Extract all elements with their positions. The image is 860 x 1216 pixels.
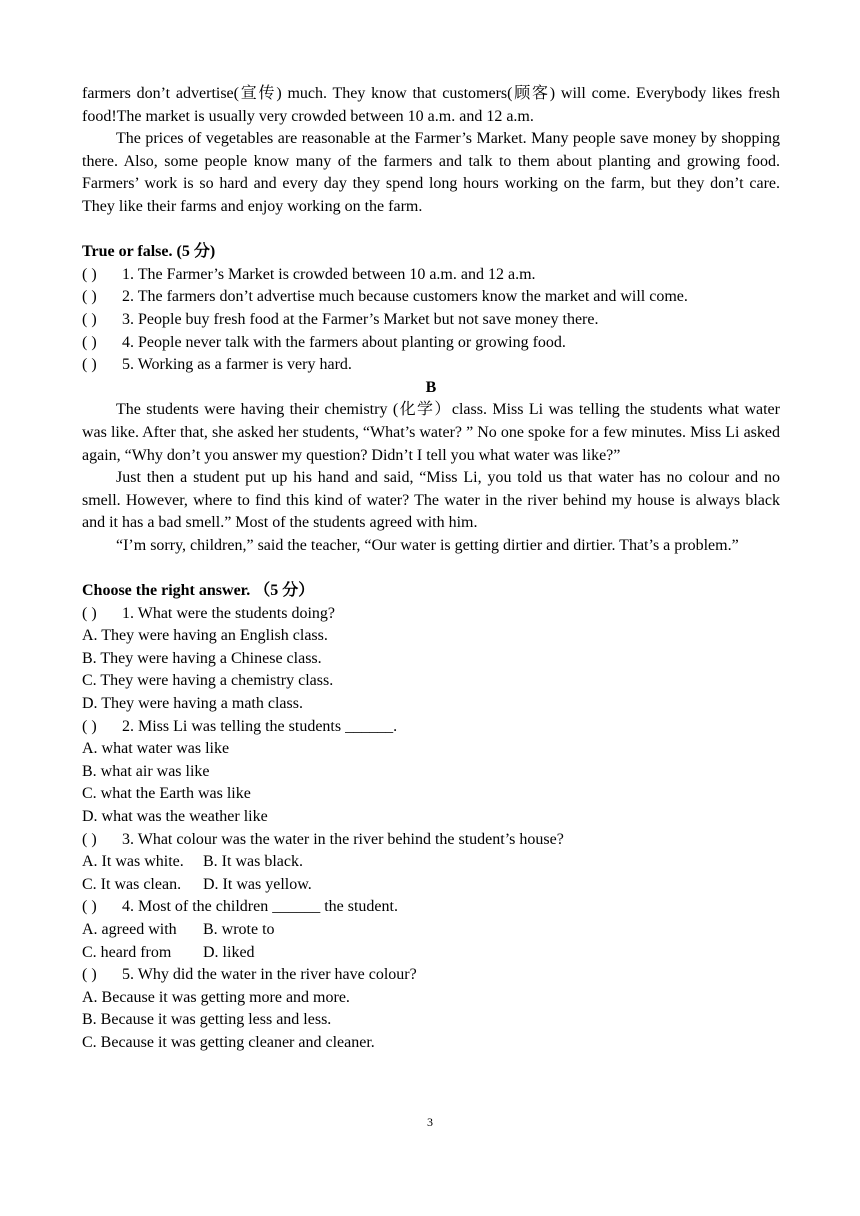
true-false-item xyxy=(82,264,780,287)
option: D. It was yellow. xyxy=(203,875,312,893)
option: B. what air was like xyxy=(82,762,210,780)
option: D. They were having a math class. xyxy=(82,695,303,713)
true-false-item xyxy=(82,354,780,377)
answer-blank[interactable]: ( ) xyxy=(82,830,97,848)
option: A. agreed with xyxy=(82,920,177,938)
question-text: 2. The farmers don’t advertise much because customers know the market and will come. xyxy=(122,288,688,306)
option: C. It was clean. xyxy=(82,875,182,893)
passage-b-paragraph-1: The students were having their chemistry (化学）class. Miss Li was telling the students what water was like. After that, she asked her students, “What’s water? ” No one spoke for a few minutes. Miss Li asked again, “Why don’t you answer my question? Didn’t I tell you what water was like?” xyxy=(82,401,780,464)
question-text: 5. Why did the water in the river have colour? xyxy=(122,966,417,984)
question-3 xyxy=(82,829,780,852)
question-4 xyxy=(82,896,780,919)
option: B. Because it was getting less and less. xyxy=(82,1011,332,1029)
choose-heading: Choose the right answer. （5 分） xyxy=(82,582,315,600)
answer-blank[interactable]: ( ) xyxy=(82,966,97,984)
spacer xyxy=(82,557,780,580)
true-false-heading: True or false. (5 分) xyxy=(82,243,216,261)
option: C. heard from xyxy=(82,943,172,961)
passage-a-paragraph-1: farmers don’t advertise(宣传) much. They know that customers(顾客) will come. Everybody likes fresh food!The market is usually very crowded between 10 a.m. and 12 a.m. xyxy=(82,85,780,125)
option-row xyxy=(82,942,780,965)
true-false-item xyxy=(82,309,780,332)
option-row xyxy=(82,874,780,897)
option: B. wrote to xyxy=(203,920,275,938)
page-number: 3 xyxy=(427,1115,433,1129)
question-text: 1. The Farmer’s Market is crowded between 10 a.m. and 12 a.m. xyxy=(122,265,536,283)
answer-blank[interactable]: ( ) xyxy=(82,898,97,916)
question-text: 4. Most of the children ______ the student. xyxy=(122,898,398,916)
option: C. They were having a chemistry class. xyxy=(82,672,334,690)
option: C. what the Earth was like xyxy=(82,785,251,803)
answer-blank[interactable]: ( ) xyxy=(82,265,97,283)
question-text: 3. What colour was the water in the river behind the student’s house? xyxy=(122,830,564,848)
true-false-item xyxy=(82,332,780,355)
option: B. It was black. xyxy=(203,853,303,871)
page-content xyxy=(82,83,780,1055)
option: A. Because it was getting more and more. xyxy=(82,988,350,1006)
answer-blank[interactable]: ( ) xyxy=(82,333,97,351)
question-text: 4. People never talk with the farmers about planting or growing food. xyxy=(122,333,566,351)
passage-a-paragraph-2: The prices of vegetables are reasonable at the Farmer’s Market. Many people save money by shopping there. Also, some people know many of the farmers and talk to them about planting and growing food. Farmers’ work is so hard and every day they spend long hours working on the farm, but they don’t care. They like their farms and enjoy working on the farm. xyxy=(82,130,780,215)
question-text: 1. What were the students doing? xyxy=(122,604,335,622)
question-1 xyxy=(82,603,780,626)
passage-b-paragraph-2: Just then a student put up his hand and said, “Miss Li, you told us that water has no colour and no smell. However, where to find this kind of water? The water in the river behind my house is always black and it has a bad smell.” Most of the students agreed with him. xyxy=(82,469,780,532)
passage-b-paragraph-3: “I’m sorry, children,” said the teacher, “Our water is getting dirtier and dirtier. That’s a problem.” xyxy=(116,536,739,554)
question-2 xyxy=(82,716,780,739)
answer-blank[interactable]: ( ) xyxy=(82,717,97,735)
true-false-list xyxy=(82,264,780,377)
option-row xyxy=(82,851,780,874)
option: A. They were having an English class. xyxy=(82,627,328,645)
option: D. liked xyxy=(203,943,255,961)
option: A. It was white. xyxy=(82,853,184,871)
answer-blank[interactable]: ( ) xyxy=(82,356,97,374)
answer-blank[interactable]: ( ) xyxy=(82,604,97,622)
passage-b-label: B xyxy=(425,378,437,396)
option: A. what water was like xyxy=(82,740,230,758)
question-text: 2. Miss Li was telling the students ______. xyxy=(122,717,398,735)
answer-blank[interactable]: ( ) xyxy=(82,288,97,306)
spacer xyxy=(82,219,780,242)
true-false-item xyxy=(82,286,780,309)
question-text: 3. People buy fresh food at the Farmer’s Market but not save money there. xyxy=(122,310,599,328)
option: C. Because it was getting cleaner and cleaner. xyxy=(82,1033,375,1051)
question-5 xyxy=(82,964,780,987)
option: D. what was the weather like xyxy=(82,808,268,825)
answer-blank[interactable]: ( ) xyxy=(82,310,97,328)
option-row xyxy=(82,919,780,942)
option: B. They were having a Chinese class. xyxy=(82,649,322,667)
question-text: 5. Working as a farmer is very hard. xyxy=(122,356,352,374)
